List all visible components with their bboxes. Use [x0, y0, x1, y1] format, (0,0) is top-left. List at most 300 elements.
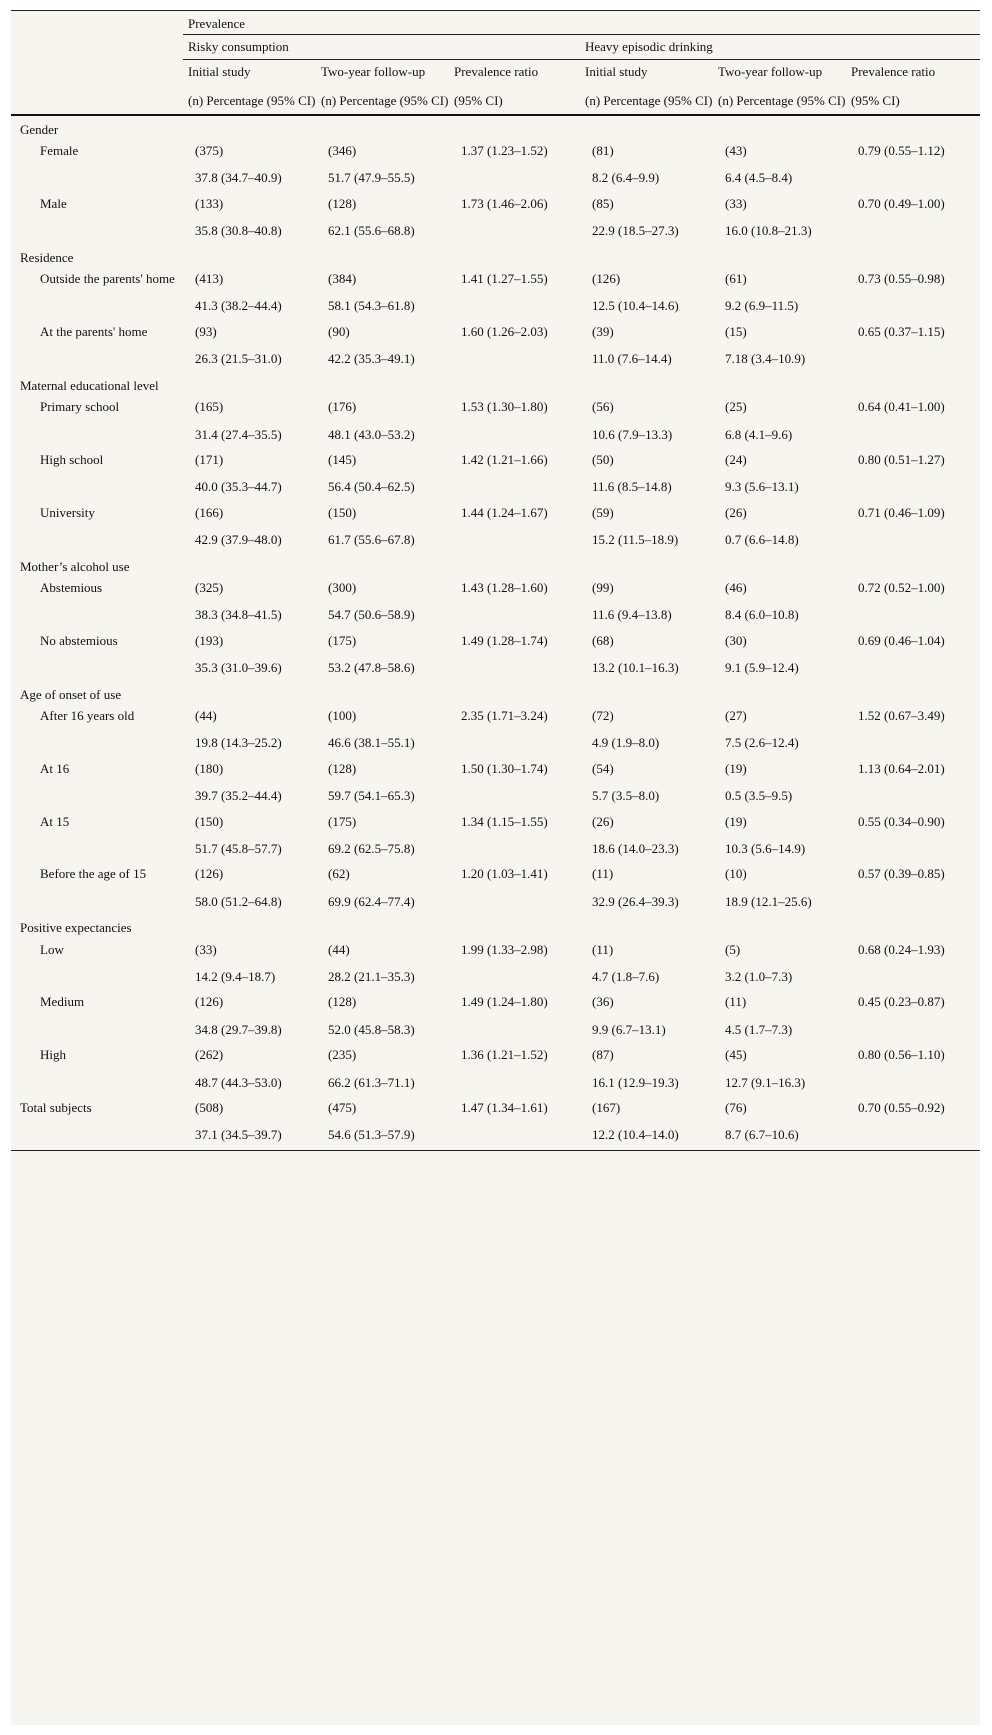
count-cell: (43)	[725, 143, 747, 159]
row-label: Low	[40, 941, 64, 957]
percentage-cell: 32.9 (26.4–39.3)	[592, 893, 679, 909]
percentage-cell: 37.8 (34.7–40.9)	[195, 170, 282, 186]
percentage-cell: 3.2 (1.0–7.3)	[725, 969, 793, 985]
table-row	[11, 163, 980, 190]
percentage-cell: 10.6 (7.9–13.3)	[592, 426, 673, 442]
percentage-cell: 37.1 (34.5–39.7)	[183, 1120, 316, 1150]
count-cell: (175)	[328, 813, 357, 829]
row-label: Outside the parents' home	[40, 271, 175, 287]
count-cell: (10)	[725, 866, 747, 882]
header-prevalence-ratio: Prevalence ratio	[851, 63, 936, 79]
row-label: High	[40, 1047, 66, 1063]
row-label: At 15	[40, 813, 70, 829]
table-row	[11, 291, 980, 318]
count-cell: (76)	[725, 1100, 747, 1116]
empty-cell	[11, 163, 183, 190]
count-cell: (128)	[328, 195, 357, 211]
percentage-cell: 7.18 (3.4–10.9)	[725, 351, 806, 367]
empty-cell	[449, 600, 580, 627]
ratio-cell: 1.20 (1.03–1.41)	[461, 866, 548, 882]
header-unit: (n) Percentage (95% CI)	[585, 93, 713, 109]
count-cell: (508)	[195, 1100, 224, 1116]
ratio-cell: 0.64 (0.41–1.00)	[858, 399, 945, 415]
header-initial-study: Initial study	[585, 63, 648, 79]
header-initial-study: Initial study	[188, 63, 251, 79]
count-cell: (5)	[725, 941, 741, 957]
header-row-prevalence	[11, 11, 980, 35]
ratio-cell: 1.52 (0.67–3.49)	[858, 707, 945, 723]
empty-cell	[846, 887, 980, 914]
total-row	[11, 1120, 980, 1150]
table-row	[11, 861, 980, 886]
count-cell: (300)	[328, 579, 357, 595]
count-cell: (175)	[328, 632, 357, 648]
empty-cell	[449, 420, 580, 447]
count-cell: (56)	[592, 399, 614, 415]
percentage-cell: 61.7 (55.6–67.8)	[328, 532, 415, 548]
ratio-cell: 1.41 (1.27–1.55)	[461, 271, 548, 287]
percentage-cell: 11.0 (7.6–14.4)	[592, 351, 672, 367]
empty-cell	[449, 1120, 580, 1150]
empty-cell	[449, 163, 580, 190]
empty-cell	[449, 1068, 580, 1095]
empty-cell	[846, 653, 980, 680]
group-title: Age of onset of use	[20, 686, 122, 702]
count-cell: (54)	[592, 760, 614, 776]
count-cell: (33)	[725, 195, 747, 211]
empty-cell	[11, 216, 183, 243]
percentage-cell: 42.9 (37.9–48.0)	[195, 532, 282, 548]
table-container	[11, 10, 980, 1725]
empty-cell	[846, 834, 980, 861]
count-cell: (346)	[328, 143, 357, 159]
ratio-cell: 1.60 (1.26–2.03)	[461, 323, 548, 339]
count-cell: (19)	[725, 813, 747, 829]
table-row	[11, 781, 980, 808]
ratio-cell: 1.13 (0.64–2.01)	[858, 760, 945, 776]
group-row	[11, 115, 980, 138]
group-row	[11, 914, 980, 936]
table-row	[11, 809, 980, 834]
row-label: Abstemious	[40, 579, 103, 595]
percentage-cell: 69.9 (62.4–77.4)	[328, 893, 415, 909]
count-cell: (11)	[592, 866, 614, 882]
empty-cell	[11, 728, 183, 755]
percentage-cell: 39.7 (35.2–44.4)	[195, 788, 282, 804]
count-cell: (27)	[725, 707, 747, 723]
count-cell: (72)	[592, 707, 614, 723]
percentage-cell: 8.2 (6.4–9.9)	[592, 170, 660, 186]
table-row	[11, 728, 980, 755]
table-row	[11, 319, 980, 344]
group-title: Residence	[20, 249, 74, 265]
table-body	[11, 115, 980, 1151]
count-cell: (262)	[195, 1047, 224, 1063]
percentage-cell: 11.6 (9.4–13.8)	[592, 607, 672, 623]
count-cell: (30)	[725, 632, 747, 648]
row-label: No abstemious	[40, 632, 118, 648]
empty-cell	[11, 525, 183, 552]
count-cell: (50)	[592, 451, 614, 467]
percentage-cell: 28.2 (21.1–35.3)	[328, 969, 415, 985]
percentage-cell: 46.6 (38.1–55.1)	[328, 735, 415, 751]
percentage-cell: 34.8 (29.7–39.8)	[195, 1021, 282, 1037]
count-cell: (166)	[195, 504, 224, 520]
table-row	[11, 600, 980, 627]
ratio-cell: 1.73 (1.46–2.06)	[461, 195, 548, 211]
table-row	[11, 500, 980, 525]
group-title: Positive expectancies	[20, 920, 132, 936]
count-cell: (171)	[195, 451, 224, 467]
percentage-cell: 51.7 (47.9–55.5)	[328, 170, 415, 186]
percentage-cell: 31.4 (27.4–35.5)	[195, 426, 282, 442]
count-cell: (59)	[592, 504, 614, 520]
percentage-cell: 9.9 (6.7–13.1)	[592, 1021, 666, 1037]
table-row	[11, 420, 980, 447]
empty-cell	[11, 420, 183, 447]
header-unit: (n) Percentage (95% CI)	[321, 93, 449, 109]
percentage-cell: 19.8 (14.3–25.2)	[195, 735, 282, 751]
row-label: Female	[40, 143, 79, 159]
ratio-cell: 1.43 (1.28–1.60)	[461, 579, 548, 595]
percentage-cell: 59.7 (54.1–65.3)	[328, 788, 415, 804]
ratio-cell: 0.71 (0.46–1.09)	[858, 504, 945, 520]
table-row	[11, 834, 980, 861]
percentage-cell: 41.3 (38.2–44.4)	[195, 298, 282, 314]
empty-cell	[846, 472, 980, 499]
count-cell: (126)	[195, 994, 224, 1010]
empty-cell	[449, 728, 580, 755]
count-cell: (44)	[195, 707, 217, 723]
count-cell: (413)	[195, 271, 224, 287]
empty-cell	[449, 525, 580, 552]
row-label: At 16	[40, 760, 70, 776]
empty-cell	[449, 472, 580, 499]
empty-cell	[846, 525, 980, 552]
ratio-cell: 1.44 (1.24–1.67)	[461, 504, 548, 520]
ratio-cell: 0.72 (0.52–1.00)	[858, 579, 945, 595]
count-cell: (26)	[725, 504, 747, 520]
count-cell: (24)	[725, 451, 747, 467]
count-cell: (44)	[328, 941, 350, 957]
percentage-cell: 0.7 (6.6–14.8)	[725, 532, 799, 548]
ratio-cell: 1.53 (1.30–1.80)	[461, 399, 548, 415]
percentage-cell: 12.2 (10.4–14.0)	[580, 1120, 713, 1150]
ratio-cell: 1.47 (1.34–1.61)	[461, 1100, 548, 1116]
ratio-cell: 1.37 (1.23–1.52)	[461, 143, 548, 159]
total-label: Total subjects	[20, 1100, 92, 1116]
empty-cell	[846, 344, 980, 371]
count-cell: (325)	[195, 579, 224, 595]
table-row	[11, 344, 980, 371]
empty-cell	[449, 653, 580, 680]
table-row	[11, 962, 980, 989]
count-cell: (33)	[195, 941, 217, 957]
count-cell: (145)	[328, 451, 357, 467]
percentage-cell: 7.5 (2.6–12.4)	[725, 735, 799, 751]
count-cell: (90)	[328, 323, 350, 339]
count-cell: (100)	[328, 707, 357, 723]
percentage-cell: 35.8 (30.8–40.8)	[195, 223, 282, 239]
percentage-cell: 10.3 (5.6–14.9)	[725, 841, 806, 856]
table-row	[11, 756, 980, 781]
empty-cell	[11, 472, 183, 499]
table-row	[11, 525, 980, 552]
percentage-cell: 40.0 (35.3–44.7)	[195, 479, 282, 495]
table-row	[11, 989, 980, 1014]
prevalence-table	[11, 10, 980, 1151]
count-cell: (475)	[328, 1100, 357, 1116]
table-row	[11, 937, 980, 962]
empty-cell	[846, 291, 980, 318]
count-cell: (235)	[328, 1047, 357, 1063]
percentage-cell: 42.2 (35.3–49.1)	[328, 351, 415, 367]
count-cell: (384)	[328, 271, 357, 287]
empty-cell	[449, 834, 580, 861]
empty-cell	[846, 420, 980, 447]
table-row	[11, 628, 980, 653]
percentage-cell: 14.2 (9.4–18.7)	[195, 969, 276, 985]
empty-cell	[11, 344, 183, 371]
table-row	[11, 266, 980, 291]
count-cell: (81)	[592, 143, 614, 159]
empty-cell	[11, 1015, 183, 1042]
ratio-cell: 0.68 (0.24–1.93)	[858, 941, 945, 957]
percentage-cell: 18.9 (12.1–25.6)	[725, 893, 812, 909]
table-row	[11, 1042, 980, 1067]
table-row	[11, 138, 980, 163]
percentage-cell: 62.1 (55.6–68.8)	[328, 223, 415, 239]
count-cell: (68)	[592, 632, 614, 648]
percentage-cell: 9.3 (5.6–13.1)	[725, 479, 799, 495]
percentage-cell: 51.7 (45.8–57.7)	[195, 841, 282, 856]
header-unit: (95% CI)	[454, 93, 503, 109]
count-cell: (126)	[592, 271, 621, 287]
percentage-cell: 8.7 (6.7–10.6)	[713, 1120, 846, 1150]
header-risky-consumption: Risky consumption	[183, 35, 580, 59]
percentage-cell: 4.7 (1.8–7.6)	[592, 969, 660, 985]
empty-cell	[846, 1120, 980, 1150]
percentage-cell: 66.2 (61.3–71.1)	[328, 1074, 415, 1090]
ratio-cell: 1.49 (1.28–1.74)	[461, 632, 548, 648]
table-row	[11, 1068, 980, 1095]
count-cell: (133)	[195, 195, 224, 211]
ratio-cell: 0.65 (0.37–1.15)	[858, 323, 945, 339]
percentage-cell: 18.6 (14.0–23.3)	[592, 841, 679, 856]
count-cell: (39)	[592, 323, 614, 339]
table-row	[11, 216, 980, 243]
count-cell: (128)	[328, 760, 357, 776]
percentage-cell: 4.5 (1.7–7.3)	[725, 1021, 793, 1037]
count-cell: (128)	[328, 994, 357, 1010]
count-cell: (25)	[725, 399, 747, 415]
row-label: Primary school	[40, 399, 120, 415]
group-row	[11, 372, 980, 394]
row-label: After 16 years old	[40, 707, 135, 723]
header-prevalence: Prevalence	[183, 11, 980, 35]
empty-cell	[449, 887, 580, 914]
group-row	[11, 681, 980, 703]
ratio-cell: 0.70 (0.49–1.00)	[858, 195, 945, 211]
percentage-cell: 12.5 (10.4–14.6)	[592, 298, 679, 314]
ratio-cell: 1.34 (1.15–1.55)	[461, 813, 548, 829]
header-row-groups	[11, 35, 980, 59]
table-row	[11, 887, 980, 914]
percentage-cell: 16.1 (12.9–19.3)	[592, 1074, 679, 1090]
ratio-cell: 2.35 (1.71–3.24)	[461, 707, 548, 723]
count-cell: (167)	[592, 1100, 621, 1116]
percentage-cell: 48.1 (43.0–53.2)	[328, 426, 415, 442]
empty-cell	[449, 344, 580, 371]
count-cell: (87)	[592, 1047, 614, 1063]
empty-cell	[846, 781, 980, 808]
count-cell: (19)	[725, 760, 747, 776]
total-row	[11, 1095, 980, 1120]
empty-cell	[449, 291, 580, 318]
row-label: Before the age of 15	[40, 866, 147, 882]
ratio-cell: 1.49 (1.24–1.80)	[461, 994, 548, 1010]
ratio-cell: 1.36 (1.21–1.52)	[461, 1047, 548, 1063]
percentage-cell: 15.2 (11.5–18.9)	[592, 532, 679, 548]
header-row-units	[11, 80, 980, 114]
percentage-cell: 52.0 (45.8–58.3)	[328, 1021, 415, 1037]
empty-cell	[846, 1015, 980, 1042]
group-row	[11, 244, 980, 266]
count-cell: (26)	[592, 813, 614, 829]
ratio-cell: 0.79 (0.55–1.12)	[858, 143, 945, 159]
count-cell: (61)	[725, 271, 747, 287]
percentage-cell: 35.3 (31.0–39.6)	[195, 660, 282, 676]
ratio-cell: 1.42 (1.21–1.66)	[461, 451, 548, 467]
header-prevalence-ratio: Prevalence ratio	[454, 63, 539, 79]
percentage-cell: 53.2 (47.8–58.6)	[328, 660, 415, 676]
percentage-cell: 58.1 (54.3–61.8)	[328, 298, 415, 314]
count-cell: (93)	[195, 323, 217, 339]
row-label: At the parents' home	[40, 323, 148, 339]
header-unit: (n) Percentage (95% CI)	[718, 93, 846, 109]
percentage-cell: 9.1 (5.9–12.4)	[725, 660, 799, 676]
percentage-cell: 8.4 (6.0–10.8)	[725, 607, 799, 623]
empty-cell	[846, 163, 980, 190]
empty-cell	[11, 600, 183, 627]
empty-cell	[449, 216, 580, 243]
row-label: University	[40, 504, 95, 520]
empty-cell	[11, 1120, 183, 1150]
empty-cell	[11, 834, 183, 861]
empty-cell	[11, 962, 183, 989]
empty-cell	[449, 781, 580, 808]
table-row	[11, 703, 980, 728]
count-cell: (46)	[725, 579, 747, 595]
empty-cell	[846, 1068, 980, 1095]
table-row	[11, 653, 980, 680]
ratio-cell: 0.70 (0.55–0.92)	[858, 1100, 945, 1116]
count-cell: (85)	[592, 195, 614, 211]
percentage-cell: 6.4 (4.5–8.4)	[725, 170, 793, 186]
group-row	[11, 553, 980, 575]
ratio-cell: 0.45 (0.23–0.87)	[858, 994, 945, 1010]
header-row-columns	[11, 59, 980, 80]
count-cell: (62)	[328, 866, 350, 882]
count-cell: (99)	[592, 579, 614, 595]
empty-cell	[846, 728, 980, 755]
count-cell: (193)	[195, 632, 224, 648]
table-row	[11, 575, 980, 600]
ratio-cell: 0.80 (0.56–1.10)	[858, 1047, 945, 1063]
percentage-cell: 13.2 (10.1–16.3)	[592, 660, 679, 676]
ratio-cell: 0.73 (0.55–0.98)	[858, 271, 945, 287]
empty-cell	[11, 1068, 183, 1095]
percentage-cell: 22.9 (18.5–27.3)	[592, 223, 679, 239]
count-cell: (180)	[195, 760, 224, 776]
empty-cell	[449, 1015, 580, 1042]
ratio-cell: 1.99 (1.33–2.98)	[461, 941, 548, 957]
count-cell: (150)	[195, 813, 224, 829]
row-label: High school	[40, 451, 104, 467]
ratio-cell: 0.80 (0.51–1.27)	[858, 451, 945, 467]
count-cell: (165)	[195, 399, 224, 415]
header-unit: (95% CI)	[851, 93, 900, 109]
count-cell: (11)	[725, 994, 747, 1010]
count-cell: (36)	[592, 994, 614, 1010]
count-cell: (126)	[195, 866, 224, 882]
table-row	[11, 191, 980, 216]
percentage-cell: 54.7 (50.6–58.9)	[328, 607, 415, 623]
header-heavy-episodic-drinking: Heavy episodic drinking	[580, 35, 980, 59]
percentage-cell: 38.3 (34.8–41.5)	[195, 607, 282, 623]
empty-cell	[846, 216, 980, 243]
percentage-cell: 4.9 (1.9–8.0)	[592, 735, 660, 751]
percentage-cell: 5.7 (3.5–8.0)	[592, 788, 660, 804]
count-cell: (375)	[195, 143, 224, 159]
ratio-cell: 1.50 (1.30–1.74)	[461, 760, 548, 776]
percentage-cell: 54.6 (51.3–57.9)	[316, 1120, 449, 1150]
percentage-cell: 56.4 (50.4–62.5)	[328, 479, 415, 495]
group-title: Maternal educational level	[20, 377, 159, 393]
empty-cell	[11, 653, 183, 680]
percentage-cell: 0.5 (3.5–9.5)	[725, 788, 793, 804]
header-two-year-followup: Two-year follow-up	[321, 63, 426, 79]
empty-cell	[846, 600, 980, 627]
group-title: Mother’s alcohol use	[20, 558, 130, 574]
percentage-cell: 26.3 (21.5–31.0)	[195, 351, 282, 367]
row-label: Male	[40, 195, 67, 211]
count-cell: (45)	[725, 1047, 747, 1063]
ratio-cell: 0.57 (0.39–0.85)	[858, 866, 945, 882]
ratio-cell: 0.55 (0.34–0.90)	[858, 813, 945, 829]
header-unit: (n) Percentage (95% CI)	[188, 93, 316, 109]
row-label: Medium	[40, 994, 85, 1010]
empty-cell	[11, 887, 183, 914]
percentage-cell: 48.7 (44.3–53.0)	[195, 1074, 282, 1090]
percentage-cell: 12.7 (9.1–16.3)	[725, 1074, 806, 1090]
percentage-cell: 69.2 (62.5–75.8)	[328, 841, 415, 856]
empty-cell	[11, 781, 183, 808]
table-row	[11, 472, 980, 499]
count-cell: (15)	[725, 323, 747, 339]
percentage-cell: 58.0 (51.2–64.8)	[195, 893, 282, 909]
group-title: Gender	[20, 121, 59, 137]
header-two-year-followup: Two-year follow-up	[718, 63, 823, 79]
count-cell: (176)	[328, 399, 357, 415]
table-row	[11, 394, 980, 419]
ratio-cell: 0.69 (0.46–1.04)	[858, 632, 945, 648]
empty-cell	[846, 962, 980, 989]
percentage-cell: 11.6 (8.5–14.8)	[592, 479, 672, 495]
percentage-cell: 6.8 (4.1–9.6)	[725, 426, 793, 442]
percentage-cell: 16.0 (10.8–21.3)	[725, 223, 812, 239]
percentage-cell: 9.2 (6.9–11.5)	[725, 298, 799, 314]
